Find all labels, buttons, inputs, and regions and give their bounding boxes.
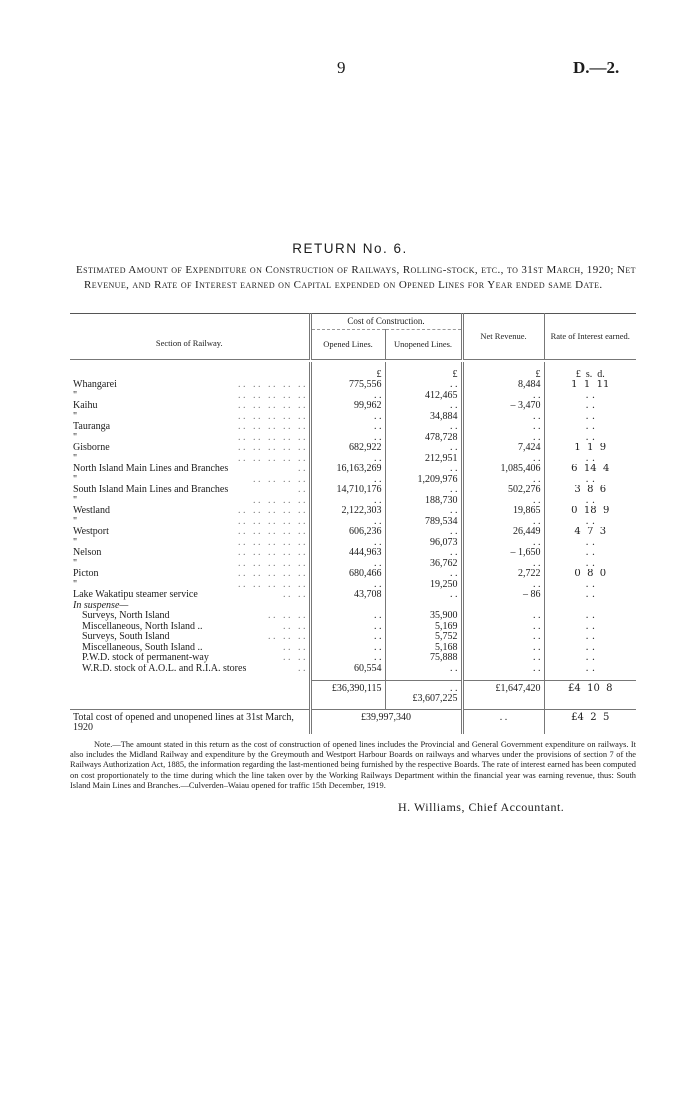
document-reference: D.—2. xyxy=(573,58,620,77)
row-label-cell xyxy=(70,548,310,559)
row-label-cell xyxy=(70,580,310,591)
totals-unopened-row xyxy=(70,694,636,709)
rate-value: 1 1 9 xyxy=(544,443,636,454)
opened-lines-value: . . xyxy=(310,559,385,570)
row-label-cell xyxy=(70,664,310,675)
net-revenue-value: . . xyxy=(462,643,544,654)
note-paragraph: Note.—The amount stated in this return as the cost of construction of opened lines includes the Provincial and General Government expenditure on railways. It also includes the Midland Railway and expenditure by the Greymouth and Westport Harbour Boards on railways and wharves under the provisions of section 7 of the Railways Authorization Act, 1885, the information regarding the last-mentioned being furnished by the respective Boards. The rate of interest earned has been computed on cost proportionately to the time during which the line taken over by the Working Railways Department within the financial year was earning revenue, thus: South Island Main Lines and Branches.—Culverden–Waiau opened for traffic 15th December, 1919. xyxy=(70,740,636,790)
unopened-lines-value: . . xyxy=(385,527,462,538)
opened-lines-value: . . xyxy=(310,611,385,622)
unit-rate: £ s. d. xyxy=(544,362,636,380)
empty-cell xyxy=(310,601,385,612)
unopened-lines-value: 212,951 xyxy=(385,454,462,465)
unopened-lines-value: 5,169 xyxy=(385,622,462,633)
row-leader-dots: . . . . . . . . . . xyxy=(238,548,306,558)
unopened-lines-value: 75,888 xyxy=(385,653,462,664)
unopened-lines-value: 478,728 xyxy=(385,433,462,444)
table-row xyxy=(70,401,636,412)
return-table xyxy=(70,313,636,734)
opened-lines-value: 60,554 xyxy=(310,664,385,675)
rate-value: . . xyxy=(544,401,636,412)
unopened-lines-value: . . xyxy=(385,664,462,675)
row-label-cell xyxy=(70,401,310,412)
row-label-cell xyxy=(70,496,310,507)
header-net-revenue: Net Revenue. xyxy=(462,313,544,359)
net-revenue-value: – 1,650 xyxy=(462,548,544,559)
opened-lines-value: . . xyxy=(310,538,385,549)
table-row xyxy=(70,664,636,675)
row-leader-dots: . . . . . . . . . . xyxy=(238,569,306,579)
row-leader-dots: . . . . . . . . . . xyxy=(238,558,306,569)
table-row xyxy=(70,454,636,465)
row-label-cell xyxy=(70,632,310,643)
table-row xyxy=(70,496,636,507)
unopened-lines-value: . . xyxy=(385,464,462,475)
table-row xyxy=(70,517,636,528)
row-label-cell xyxy=(70,475,310,486)
header-opened: Opened Lines. xyxy=(310,329,385,359)
row-label: Surveys, South Island xyxy=(82,632,170,642)
rate-value: 4 7 3 xyxy=(544,527,636,538)
row-label: Tauranga xyxy=(73,422,111,432)
unopened-lines-value: 188,730 xyxy=(385,496,462,507)
row-label: South Island Main Lines and Branches xyxy=(73,485,229,495)
row-leader-dots: . . . . . . . . . . xyxy=(238,453,306,464)
table-row xyxy=(70,580,636,591)
grand-total-row xyxy=(70,709,636,734)
opened-lines-value: . . xyxy=(310,422,385,433)
rate-value: . . xyxy=(544,433,636,444)
table-row xyxy=(70,412,636,423)
table-row xyxy=(70,422,636,433)
row-label-cell xyxy=(70,611,310,622)
empty-cell xyxy=(70,680,310,694)
opened-lines-value: 682,922 xyxy=(310,443,385,454)
empty-cell xyxy=(310,694,385,709)
row-leader-dots: . . . . . . . . . . xyxy=(238,579,306,590)
rate-value: . . xyxy=(544,475,636,486)
unit-opened: £ xyxy=(310,362,385,380)
table-row xyxy=(70,475,636,486)
rate-value: . . xyxy=(544,517,636,528)
row-leader-dots: . . . . xyxy=(283,642,306,653)
table-row xyxy=(70,527,636,538)
row-label: " xyxy=(73,411,78,422)
rate-value: . . xyxy=(544,590,636,601)
page-number: 9 xyxy=(337,58,346,77)
net-revenue-value: . . xyxy=(462,517,544,528)
opened-lines-value: 99,962 xyxy=(310,401,385,412)
rate-value: . . xyxy=(544,643,636,654)
rate-value: 3 8 6 xyxy=(544,485,636,496)
rate-value: 6 14 4 xyxy=(544,464,636,475)
table-row xyxy=(70,380,636,391)
opened-lines-value: 16,163,269 xyxy=(310,464,385,475)
row-label-cell xyxy=(70,590,310,601)
return-table-body xyxy=(70,362,636,734)
table-row xyxy=(70,559,636,570)
unopened-lines-value: 35,900 xyxy=(385,611,462,622)
signature: H. Williams, Chief Accountant. xyxy=(398,800,565,814)
table-row xyxy=(70,611,636,622)
row-leader-dots: . . . . . . . . . . xyxy=(238,527,306,537)
net-revenue-value: 1,085,406 xyxy=(462,464,544,475)
row-label-cell xyxy=(70,485,310,496)
table-row xyxy=(70,653,636,664)
row-label: Miscellaneous, South Island .. xyxy=(82,642,203,653)
total-unopened: £3,607,225 xyxy=(385,694,462,709)
table-row xyxy=(70,433,636,444)
rate-value: . . xyxy=(544,391,636,402)
empty-cell xyxy=(462,694,544,709)
empty-cell xyxy=(544,601,636,612)
table-row xyxy=(70,569,636,580)
net-revenue-value: . . xyxy=(462,454,544,465)
net-revenue-value: . . xyxy=(462,611,544,622)
opened-lines-value: . . xyxy=(310,496,385,507)
opened-lines-value: 2,122,303 xyxy=(310,506,385,517)
table-row xyxy=(70,622,636,633)
table-row xyxy=(70,548,636,559)
unopened-lines-value: 5,752 xyxy=(385,632,462,643)
rate-value: . . xyxy=(544,559,636,570)
opened-lines-value: . . xyxy=(310,653,385,664)
table-row xyxy=(70,632,636,643)
header-section: Section of Railway. xyxy=(155,337,223,348)
return-subtitle: Estimated Amount of Expenditure on Construction of Railways, Rolling-stock, etc., to 31st March, 1920; Net Revenue, and Rate of Interest earned on Capital expended on Opened Lines for Year ended same Date. xyxy=(76,264,636,291)
row-label: Picton xyxy=(73,569,99,579)
net-revenue-value: – 3,470 xyxy=(462,401,544,412)
row-label: North Island Main Lines and Branches xyxy=(73,464,229,474)
opened-lines-value: . . xyxy=(310,391,385,402)
row-leader-dots: . . . . xyxy=(283,653,306,663)
rate-value: . . xyxy=(544,622,636,633)
opened-lines-value: 606,236 xyxy=(310,527,385,538)
row-leader-dots: . . . . . . . . . . xyxy=(238,422,306,432)
net-revenue-value: . . xyxy=(462,632,544,643)
opened-lines-value: . . xyxy=(310,643,385,654)
unopened-lines-value: . . xyxy=(385,443,462,454)
unopened-lines-value: . . xyxy=(385,401,462,412)
empty-cell xyxy=(462,601,544,612)
net-revenue-value: 502,276 xyxy=(462,485,544,496)
row-label: " xyxy=(73,579,78,590)
net-revenue-value: . . xyxy=(462,580,544,591)
table-row xyxy=(70,485,636,496)
row-label-cell xyxy=(70,391,310,402)
row-label: " xyxy=(73,453,78,464)
row-leader-dots: . . . . . . . . . . xyxy=(238,506,306,516)
rate-value: . . xyxy=(544,412,636,423)
table-row xyxy=(70,464,636,475)
net-revenue-value: . . xyxy=(462,412,544,423)
total-opened: £36,390,115 xyxy=(310,680,385,694)
unopened-lines-value: 5,168 xyxy=(385,643,462,654)
total-rate: £4 10 8 xyxy=(544,680,636,694)
opened-lines-value: . . xyxy=(310,412,385,423)
row-label: Kaihu xyxy=(73,401,98,411)
opened-lines-value: . . xyxy=(310,433,385,444)
grand-total-label: Total cost of opened and unopened lines at 31st March, 1920 xyxy=(70,709,310,734)
unopened-lines-value: 19,250 xyxy=(385,580,462,591)
header-unopened: Unopened Lines. xyxy=(385,329,462,359)
row-leader-dots: . . xyxy=(298,464,306,474)
opened-lines-value: . . xyxy=(310,454,385,465)
unopened-lines-value: . . xyxy=(385,569,462,580)
unopened-lines-value: 789,534 xyxy=(385,517,462,528)
row-leader-dots: . . . . . . . . . . xyxy=(238,380,306,390)
row-label-cell xyxy=(70,559,310,570)
table-row xyxy=(70,590,636,601)
unopened-lines-value: 36,762 xyxy=(385,559,462,570)
unit-unopened: £ xyxy=(385,362,462,380)
rate-value: 0 18 9 xyxy=(544,506,636,517)
row-label: W.R.D. stock of A.O.L. and R.I.A. stores xyxy=(82,663,247,674)
row-leader-dots: . . . . . . . . xyxy=(253,495,306,506)
unopened-lines-value: . . xyxy=(385,590,462,601)
net-revenue-value: . . xyxy=(462,496,544,507)
rate-value: . . xyxy=(544,548,636,559)
opened-lines-value: 680,466 xyxy=(310,569,385,580)
empty-cell xyxy=(544,694,636,709)
net-revenue-value: . . xyxy=(462,664,544,675)
net-revenue-value: . . xyxy=(462,653,544,664)
row-label: " xyxy=(73,474,78,485)
empty-cell xyxy=(385,601,462,612)
row-leader-dots: . . . . . . xyxy=(268,632,306,642)
unit-net: £ xyxy=(462,362,544,380)
suspense-heading-row xyxy=(70,601,636,612)
opened-lines-value: 775,556 xyxy=(310,380,385,391)
net-revenue-value: . . xyxy=(462,559,544,570)
row-label: " xyxy=(73,516,78,527)
net-revenue-value: . . xyxy=(462,422,544,433)
unopened-lines-value: 34,884 xyxy=(385,412,462,423)
row-label: Gisborne xyxy=(73,443,110,453)
return-title: RETURN No. 6. xyxy=(292,241,408,256)
row-label: " xyxy=(73,495,78,506)
rate-value: . . xyxy=(544,580,636,591)
row-leader-dots: . . . . . . . . . . xyxy=(238,401,306,411)
rate-value: . . xyxy=(544,632,636,643)
row-label-cell xyxy=(70,380,310,391)
row-label-cell xyxy=(70,412,310,423)
rate-value: . . xyxy=(544,664,636,675)
row-leader-dots: . . xyxy=(298,663,306,674)
row-label-cell xyxy=(70,506,310,517)
row-leader-dots: . . . . xyxy=(283,590,306,600)
table-row xyxy=(70,506,636,517)
unopened-lines-value: 412,465 xyxy=(385,391,462,402)
row-label-cell xyxy=(70,454,310,465)
total-net-revenue: £1,647,420 xyxy=(462,680,544,694)
rate-value: 1 1 11 xyxy=(544,380,636,391)
grand-total-value: £39,997,340 xyxy=(310,709,462,734)
rate-value: . . xyxy=(544,496,636,507)
total-unopened-blank: . . xyxy=(385,680,462,694)
opened-lines-value: . . xyxy=(310,580,385,591)
row-leader-dots: . . . . . . . . . . xyxy=(238,411,306,422)
header-cost-group: Cost of Construction. xyxy=(310,313,462,329)
row-label-cell xyxy=(70,622,310,633)
grand-total-rate: £4 2 5 xyxy=(544,709,636,734)
rate-value: . . xyxy=(544,611,636,622)
rate-value: . . xyxy=(544,454,636,465)
net-revenue-value: 7,424 xyxy=(462,443,544,454)
net-revenue-value: . . xyxy=(462,538,544,549)
header-rate: Rate of Interest earned. xyxy=(544,313,636,359)
opened-lines-value: . . xyxy=(310,475,385,486)
row-label: Westland xyxy=(73,506,110,516)
row-label: Nelson xyxy=(73,548,102,558)
row-label: P.W.D. stock of permanent-way xyxy=(82,653,209,663)
unopened-lines-value: . . xyxy=(385,506,462,517)
row-label-cell xyxy=(70,464,310,475)
row-label: Surveys, North Island xyxy=(82,611,170,621)
row-label-cell xyxy=(70,443,310,454)
table-row xyxy=(70,643,636,654)
opened-lines-value: . . xyxy=(310,622,385,633)
table-row xyxy=(70,391,636,402)
empty-cell xyxy=(70,694,310,709)
net-revenue-value: . . xyxy=(462,622,544,633)
unopened-lines-value: 1,209,976 xyxy=(385,475,462,486)
rate-value: . . xyxy=(544,653,636,664)
net-revenue-value: . . xyxy=(462,475,544,486)
rate-value: 0 8 0 xyxy=(544,569,636,580)
row-leader-dots: . . . . . . . . . . xyxy=(238,443,306,453)
row-label: Lake Wakatipu steamer service xyxy=(73,590,198,600)
opened-lines-value: 43,708 xyxy=(310,590,385,601)
net-revenue-value: 2,722 xyxy=(462,569,544,580)
row-leader-dots: . . . . . . . . . . xyxy=(238,390,306,401)
row-leader-dots: . . . . xyxy=(283,621,306,632)
opened-lines-value: . . xyxy=(310,517,385,528)
row-label: " xyxy=(73,432,78,443)
opened-lines-value: 14,710,176 xyxy=(310,485,385,496)
net-revenue-value: . . xyxy=(462,391,544,402)
row-label: Miscellaneous, North Island .. xyxy=(82,621,203,632)
table-row xyxy=(70,443,636,454)
row-leader-dots: . . . . . . . . . . xyxy=(238,537,306,548)
opened-lines-value: 444,963 xyxy=(310,548,385,559)
row-label-cell xyxy=(70,433,310,444)
table-row xyxy=(70,538,636,549)
grand-total-net: . . xyxy=(462,709,544,734)
unopened-lines-value: . . xyxy=(385,380,462,391)
row-label-cell xyxy=(70,538,310,549)
row-label: " xyxy=(73,558,78,569)
row-label: " xyxy=(73,537,78,548)
net-revenue-value: – 86 xyxy=(462,590,544,601)
rate-value: . . xyxy=(544,422,636,433)
unopened-lines-value: 96,073 xyxy=(385,538,462,549)
row-label-cell xyxy=(70,569,310,580)
row-label: Whangarei xyxy=(73,380,117,390)
unopened-lines-value: . . xyxy=(385,548,462,559)
net-revenue-value: . . xyxy=(462,433,544,444)
opened-lines-value: . . xyxy=(310,632,385,643)
net-revenue-value: 8,484 xyxy=(462,380,544,391)
row-leader-dots: . . . . . . xyxy=(268,611,306,621)
row-label-cell xyxy=(70,643,310,654)
unopened-lines-value: . . xyxy=(385,485,462,496)
row-leader-dots: . . . . . . . . . . xyxy=(238,516,306,527)
unopened-lines-value: . . xyxy=(385,422,462,433)
row-label-cell xyxy=(70,653,310,664)
row-leader-dots: . . xyxy=(298,485,306,495)
net-revenue-value: 19,865 xyxy=(462,506,544,517)
rate-value: . . xyxy=(544,538,636,549)
totals-row xyxy=(70,680,636,694)
row-label-cell xyxy=(70,527,310,538)
row-label-cell xyxy=(70,422,310,433)
row-label-cell xyxy=(70,517,310,528)
row-leader-dots: . . . . . . . . . . xyxy=(238,432,306,443)
net-revenue-value: 26,449 xyxy=(462,527,544,538)
row-label: Westport xyxy=(73,527,109,537)
return-table-wrapper xyxy=(70,313,636,734)
row-label: " xyxy=(73,390,78,401)
row-leader-dots: . . . . . . . . xyxy=(253,474,306,485)
suspense-heading: In suspense— xyxy=(73,600,129,611)
